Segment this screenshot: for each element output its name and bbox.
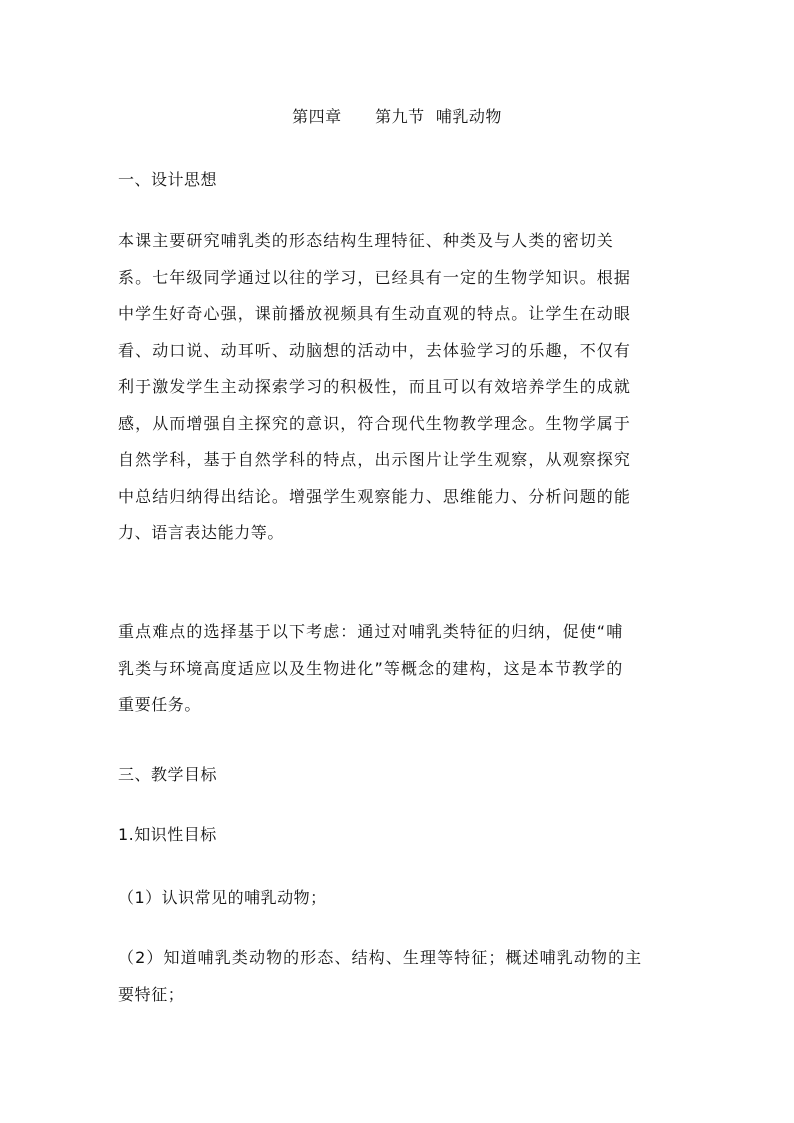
paragraph-line: 本课主要研究哺乳类的形态结构生理特征、种类及与人类的密切关 bbox=[118, 231, 614, 250]
paragraph-line: 力、语言表达能力等。 bbox=[118, 523, 285, 542]
paragraph-line: 看、动口说、动耳听、动脑想的活动中，去体验学习的乐趣，不仅有 bbox=[118, 340, 632, 360]
section-heading-design-idea: 一、设计思想 bbox=[118, 170, 218, 189]
paragraph-line: 乳类与环境高度适应以及生物进化”等概念的建构，这是本节教学的 bbox=[118, 658, 624, 678]
subsection-heading-knowledge-goals: 1.知识性目标 bbox=[118, 825, 217, 844]
paragraph-line: 利于激发学生主动探索学习的积极性，而且可以有效培养学生的成就 bbox=[118, 377, 632, 396]
paragraph-line: 要特征； bbox=[118, 984, 185, 1004]
list-item-1: （1）认识常见的哺乳动物； bbox=[118, 888, 327, 907]
paragraph-line: 系。七年级同学通过以往的学习，已经具有一定的生物学知识。根据 bbox=[118, 267, 632, 287]
paragraph-key-points bbox=[118, 614, 688, 724]
paragraph-line: 重要任务。 bbox=[118, 695, 202, 714]
page-title: 第四章 第九节 哺乳动物 bbox=[292, 107, 502, 126]
paragraph-line: 中总结归纳得出结论。增强学生观察能力、思维能力、分析问题的能 bbox=[118, 486, 632, 506]
paragraph-line: 重点难点的选择基于以下考虑：通过对哺乳类特征的归纳，促使“哺 bbox=[118, 622, 624, 641]
list-item-2 bbox=[118, 940, 688, 1013]
paragraph-line: 中学生好奇心强，课前播放视频具有生动直观的特点。让学生在动眼 bbox=[118, 304, 632, 323]
paragraph-design-idea bbox=[118, 223, 688, 552]
paragraph-line: 感，从而增强自主探究的意识，符合现代生物教学理念。生物学属于 bbox=[118, 413, 632, 433]
section-heading-teaching-goals: 三、教学目标 bbox=[118, 765, 218, 784]
paragraph-line: 自然学科，基于自然学科的特点，出示图片让学生观察，从观察探究 bbox=[118, 450, 632, 469]
paragraph-line: （2）知道哺乳类动物的形态、结构、生理等特征；概述哺乳动物的主 bbox=[118, 948, 643, 967]
